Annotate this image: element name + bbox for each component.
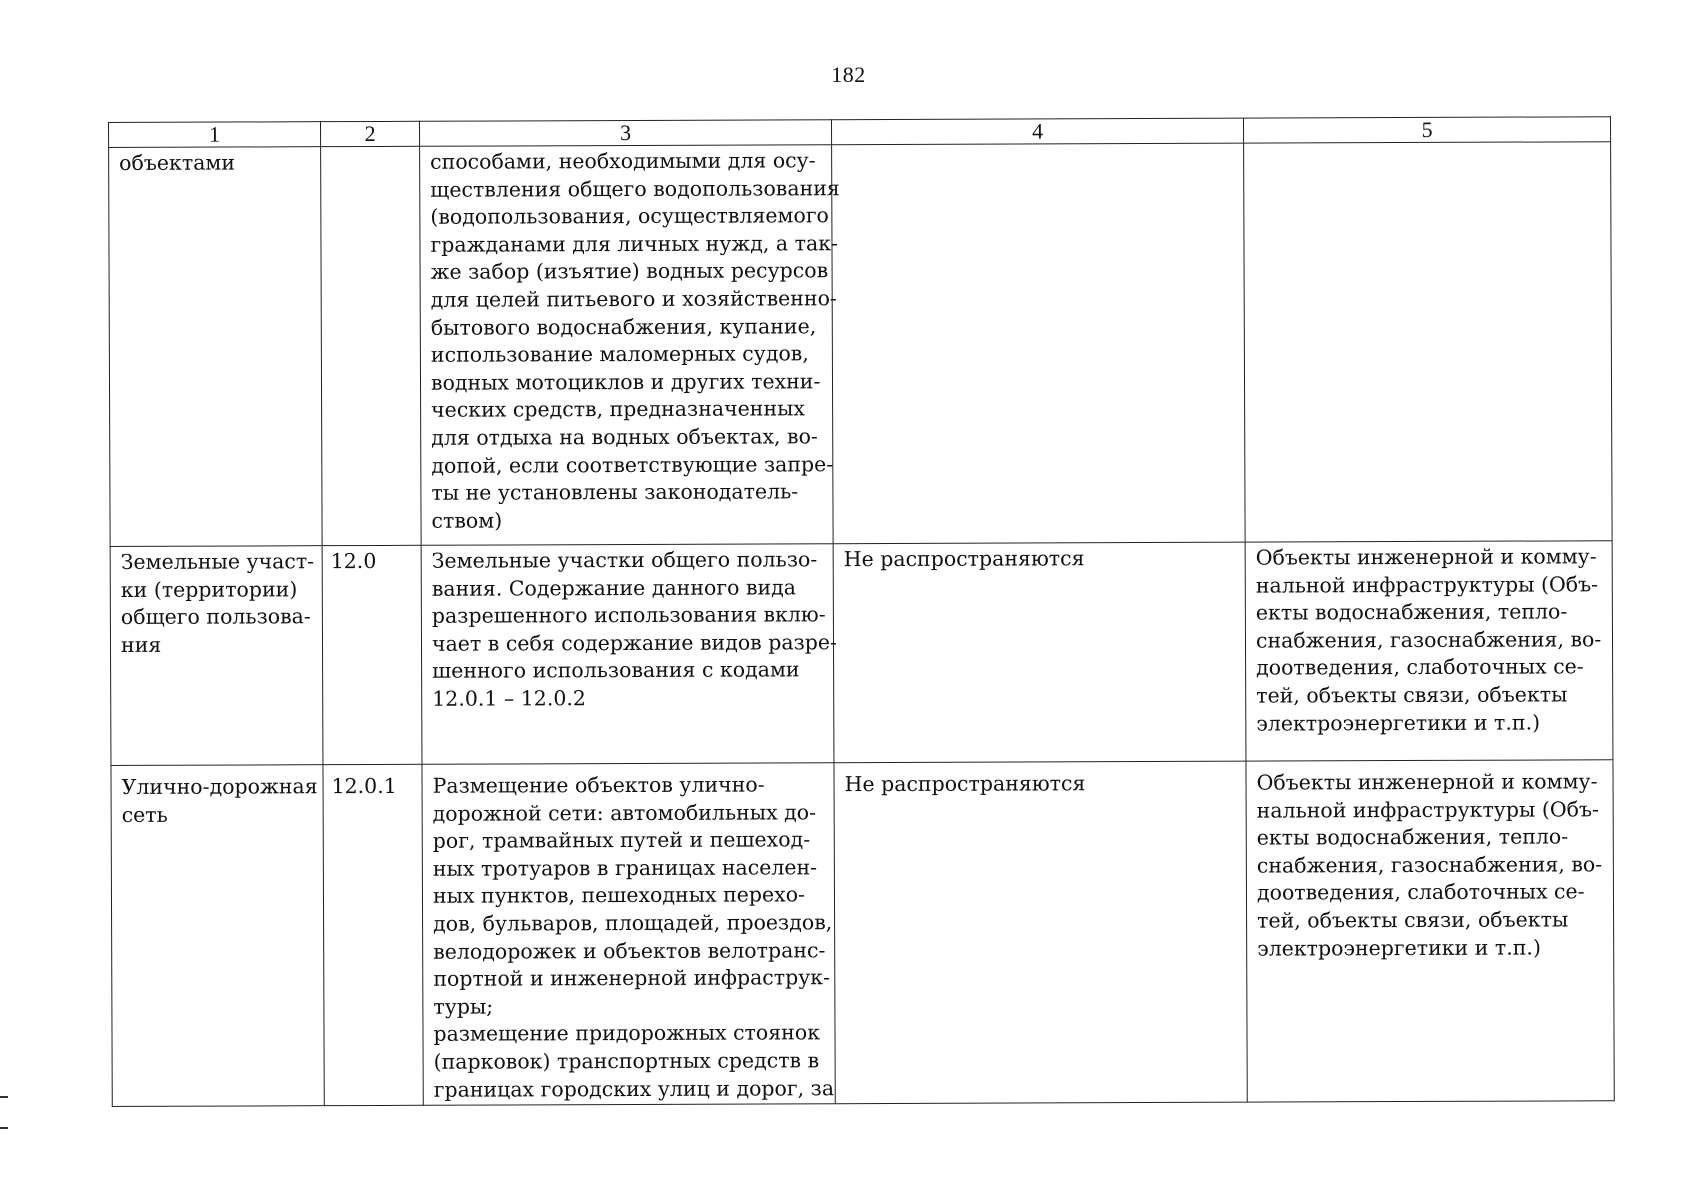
text-line: портной и инженерной инфраструк- <box>433 965 831 991</box>
text-line: снабжения, газоснабжения, во- <box>1255 627 1602 653</box>
text-line: тей, объекты связи, объекты <box>1257 907 1569 933</box>
column-header-1: 1 <box>109 122 321 148</box>
table-row <box>111 760 1614 1107</box>
text-line: гражданами для личных нужд, а так- <box>430 230 838 257</box>
land-use-name-cell <box>109 147 323 547</box>
land-use-table <box>108 116 1615 1107</box>
text-line: ных пунктов, пешеходных перехо- <box>432 882 805 909</box>
land-use-description-cell <box>421 544 837 765</box>
text-line: для целей питьевого и хозяйственно- <box>430 286 837 312</box>
text-line: Объекты инженерной и комму- <box>1256 769 1598 795</box>
text-line: размещение придорожных стоянок <box>433 1020 821 1047</box>
text-line: туры; <box>433 994 494 1019</box>
text-line: доотведения, слаботочных се- <box>1256 654 1584 680</box>
text-line: дов, бульваров, площадей, проездов, <box>433 910 833 936</box>
text-line: вания. Содержание данного вида <box>431 574 797 601</box>
table-row <box>109 142 1613 547</box>
text-line: Земельные участки общего пользо- <box>431 547 818 573</box>
col4-text <box>842 146 1233 148</box>
text-line: чает в себя содержание видов разре- <box>431 629 837 656</box>
land-use-description-cell <box>420 145 840 546</box>
text-line: допой, если соответствующие запре- <box>431 451 834 478</box>
table-row <box>110 541 1613 766</box>
land-use-code: 12.0 <box>330 548 377 574</box>
permitted-objects-cell <box>1244 142 1613 542</box>
text-line: ки (территории) <box>120 576 298 602</box>
column-header-4: 4 <box>831 118 1243 145</box>
column-header-5: 5 <box>1243 117 1610 143</box>
text-line: рог, трамвайных путей и пешеход- <box>432 827 811 853</box>
text-line: снабжения, газоснабжения, во- <box>1256 852 1603 878</box>
column-header-3: 3 <box>419 120 831 147</box>
text-line: Улично-дорожная <box>121 774 318 799</box>
col4-cell <box>834 761 1247 1104</box>
text-line: дорожной сети: автомобильных до- <box>432 799 817 826</box>
text-line: же забор (изъятие) водных ресурсов <box>430 258 829 285</box>
col4-text: Не распространяются <box>843 546 1085 572</box>
text-line: ществления общего водопользования <box>430 175 840 202</box>
text-line: ты не установлены законодатель- <box>431 479 799 505</box>
text-line: 12.0.1 – 12.0.2 <box>432 686 586 711</box>
text-line: электроэнергетики и т.п.) <box>1257 935 1541 961</box>
text-line: доотведения, слаботочных се- <box>1256 879 1585 905</box>
land-use-code-cell <box>323 764 423 1105</box>
text-line: нальной инфраструктуры (Объ- <box>1256 796 1599 823</box>
text-line: для отдыха на водных объектах, во- <box>431 424 818 450</box>
text-line: Размещение объектов улично- <box>432 772 765 798</box>
text-line: сеть <box>121 802 168 827</box>
land-use-code: 12.0.1 <box>331 773 397 799</box>
permitted-objects-cell <box>1245 541 1613 761</box>
text-line: ния <box>120 632 162 657</box>
margin-tick-mark <box>0 1096 8 1098</box>
text-line: велодорожек и объектов велотранс- <box>433 937 826 964</box>
land-use-name: объектами <box>119 150 236 175</box>
land-use-code-cell <box>322 545 422 764</box>
text-line: водных мотоциклов и других техни- <box>430 369 821 395</box>
text-line: ством) <box>431 508 503 533</box>
text-line: екты водоснабжения, тепло- <box>1256 824 1569 850</box>
text-line: электроэнергетики и т.п.) <box>1256 710 1541 736</box>
text-line: (водопользования, осуществляемого <box>430 203 829 229</box>
text-line: ческих средств, предназначенных <box>431 396 806 423</box>
text-line: Объекты инженерной и комму- <box>1255 544 1597 570</box>
text-line: екты водоснабжения, тепло- <box>1255 599 1568 625</box>
land-use-name-cell <box>110 546 323 766</box>
text-line: использование маломерных судов, <box>430 341 809 367</box>
col4-cell <box>832 143 1246 544</box>
col4-text: Не распространяются <box>844 771 1086 797</box>
text-line: общего пользова- <box>120 604 311 630</box>
land-use-description-cell <box>422 763 835 1106</box>
text-line: шенного использования с кодами <box>432 657 800 684</box>
text-line: Земельные участ- <box>120 549 315 574</box>
column-header-2: 2 <box>321 121 420 146</box>
page-number: 182 <box>831 62 866 87</box>
text-line: (парковок) транспортных средств в <box>433 1048 820 1074</box>
text-line: границах городских улиц и дорог, за <box>433 1075 835 1102</box>
text-line: разрешенного использования вклю- <box>431 602 826 628</box>
text-line: ных тротуаров в границах населен- <box>432 855 818 881</box>
text-line: способами, необходимыми для осу- <box>430 148 816 174</box>
text-line: бытового водоснабжения, купание, <box>430 313 817 340</box>
text-line: тей, объекты связи, объекты <box>1256 682 1568 708</box>
land-use-code-cell <box>321 146 422 545</box>
text-line: нальной инфраструктуры (Объ- <box>1255 571 1599 598</box>
col4-cell <box>833 542 1246 763</box>
margin-tick-mark <box>0 1127 8 1129</box>
land-use-name-cell <box>111 765 324 1107</box>
permitted-objects-cell <box>1246 760 1614 1102</box>
